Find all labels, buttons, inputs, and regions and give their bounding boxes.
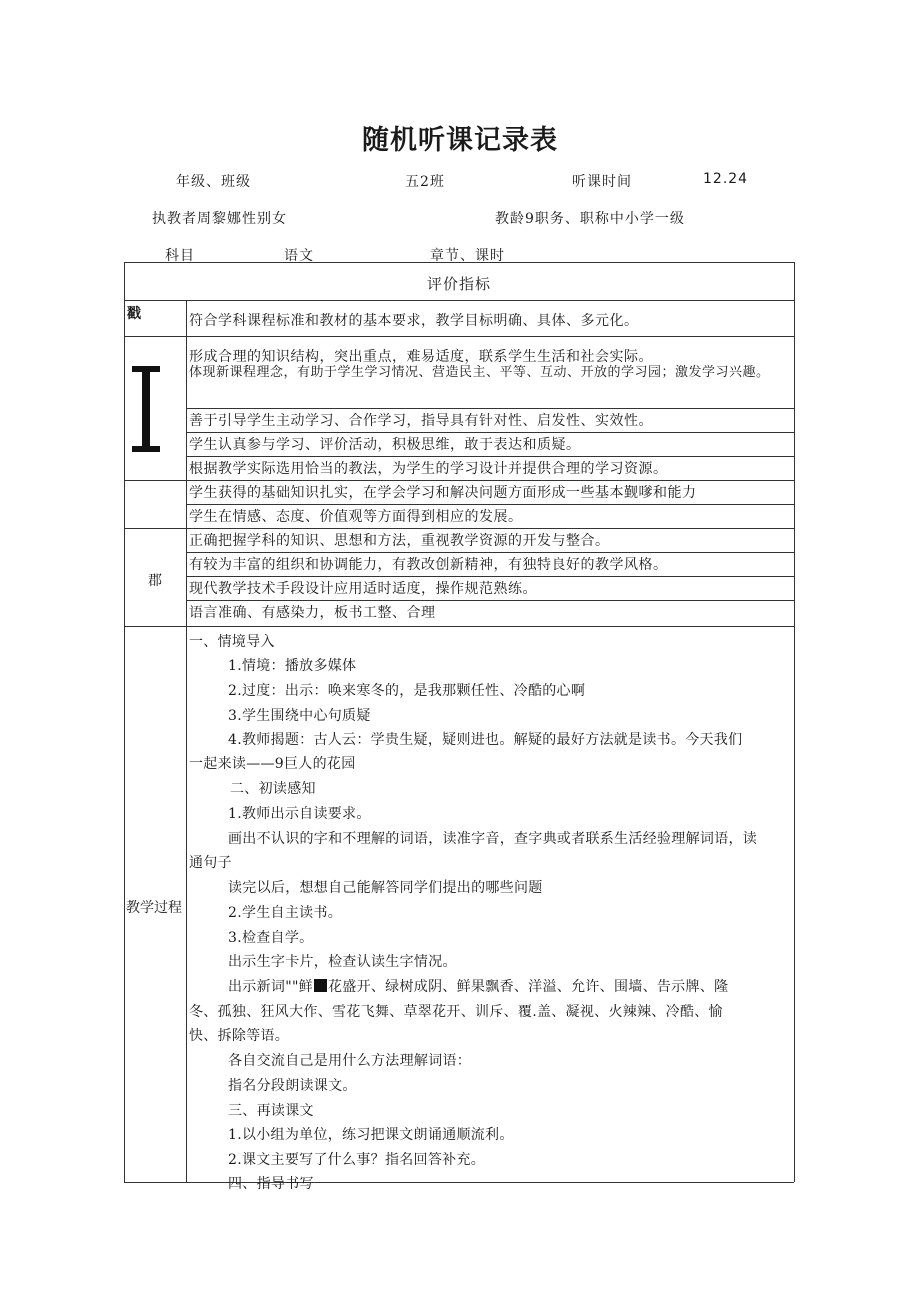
row-divider [186,552,794,553]
table-border-bottom [124,1182,794,1183]
chapter-label: 章节、课时 [430,248,505,264]
large-i-glyph [132,366,160,452]
subject-label: 科目 [165,248,195,264]
criterion-row: 正确把握学科的知识、思想和方法，重视教学资源的开发与整合。 [189,533,610,549]
process-line: 画出不认识的字和不理解的词语，读准字音，查字典或者联系生活经验理解词语，读 [228,831,758,847]
process-line: 各自交流自己是用什么方法理解词语： [228,1053,472,1069]
grade-label: 年级、班级 [176,174,251,190]
row-divider [186,600,794,601]
process-line: 2.过度：出示：唤来寒冬的，是我那颗任性、冷酷的心啊 [228,683,586,699]
row-divider [186,408,794,409]
table-header: 评价指标 [426,275,491,293]
criterion-row: 学生认真参与学习、评价活动，积极思维，敢于表达和质疑。 [189,437,581,453]
criterion-row: 形成合理的知识结构，突出重点，难易适度，联系学生生活和社会实际。 [189,349,653,365]
process-line: 2.学生自主读书。 [228,905,343,921]
process-line: 四、指导书写 [228,1176,314,1192]
criterion-row: 学生在情感、态度、价值观等方面得到相应的发展。 [189,509,523,525]
criterion-row: 体现新课程理念，有助于学生学习情况、营造民主、平等、互动、开放的学习园；激发学习兴趣。 [189,365,770,380]
new-words-list: 花盛开、绿树成阴、鲜果飘香、洋溢、允许、围墙、告示牌、隆 [327,979,729,995]
process-line: 冬、孤独、狂风大作、雪花飞舞、草翠花开、训斥、覆.盖、凝视、火辣辣、冷酷、愉 [189,1004,723,1020]
row-divider [124,626,794,627]
row-divider [186,504,794,505]
process-line: 快、拆除等语。 [189,1028,290,1044]
process-line: 1.情境：播放多媒体 [228,658,357,674]
process-line: 一起来读——9巨人的花园 [189,756,356,772]
process-line: 1.教师出示自读要求。 [228,806,371,822]
table-border-top [124,262,794,263]
process-line-new-words [228,976,728,996]
row-divider [124,480,794,481]
grade-value: 五2班 [405,174,445,190]
row-divider [124,300,794,301]
process-line: 读完以后，想想自己能解答同学们提出的哪些问题 [228,880,543,896]
process-line: 2.课文主要写了什么事？指名回答补充。 [228,1152,486,1168]
evaluation-table [124,262,794,1192]
process-line: 3.学生围绕中心句质疑 [228,708,371,724]
time-value: 12.24 [703,171,749,187]
teacher-info: 执教者周黎娜性别女 [152,211,287,227]
criterion-row: 语言准确、有感染力，板书工整、合理 [189,605,436,621]
table-border-right [794,262,795,1182]
process-line: 出示生字卡片，检查认读生字情况。 [228,954,457,970]
time-label: 听课时间 [572,174,632,190]
table-border-left [124,262,125,1182]
process-label: 教学过程 [126,900,182,916]
subject-value: 语文 [284,248,314,264]
row-divider [186,576,794,577]
criterion-row: 现代教学技术手段设计应用适时适度，操作规范熟练。 [189,581,537,597]
criterion-row: 学生获得的基础知识扎实，在学会学习和解决问题方面形成一些基本觐嗲和能力 [189,485,697,501]
process-line: 一、情境导入 [189,634,275,650]
row-divider [124,528,794,529]
side-label: 郡 [148,573,162,589]
page-title: 随机听课记录表 [362,125,558,156]
criterion-row: 有较为丰富的组织和协调能力，有教改创新精神，有独特良好的教学风格。 [189,557,668,573]
criterion-row: 符合学科课程标准和教材的基本要求，教学目标明确、具体、多元化。 [189,313,639,329]
seniority-info: 教龄9职务、职称中小学一级 [495,211,685,227]
process-line: 二、初读感知 [230,781,316,797]
criterion-row: 善于引导学生主动学习、合作学习，指导具有针对性、启发性、实效性。 [189,413,653,429]
row-divider [186,456,794,457]
process-line: 1.以小组为单位，练习把课文朗诵通顺流利。 [228,1127,514,1143]
criterion-row: 根据教学实际选用恰当的教法，为学生的学习设计并提供合理的学习资源。 [189,461,668,477]
process-line: 三、再读课文 [228,1103,314,1119]
new-words-prefix: 出示新词""鲜 [228,979,313,995]
row-divider [124,336,794,337]
process-line: 3.检查自学。 [228,930,314,946]
process-line: 指名分段朗读课文。 [228,1078,357,1094]
redaction-block [314,979,327,992]
process-line: 通句子 [189,855,232,871]
process-line: 4.教师揭题：古人云：学贵生疑，疑则进也。解疑的最好方法就是读书。今天我们 [228,732,743,748]
row-divider [186,432,794,433]
side-label: 戳 [127,306,141,322]
